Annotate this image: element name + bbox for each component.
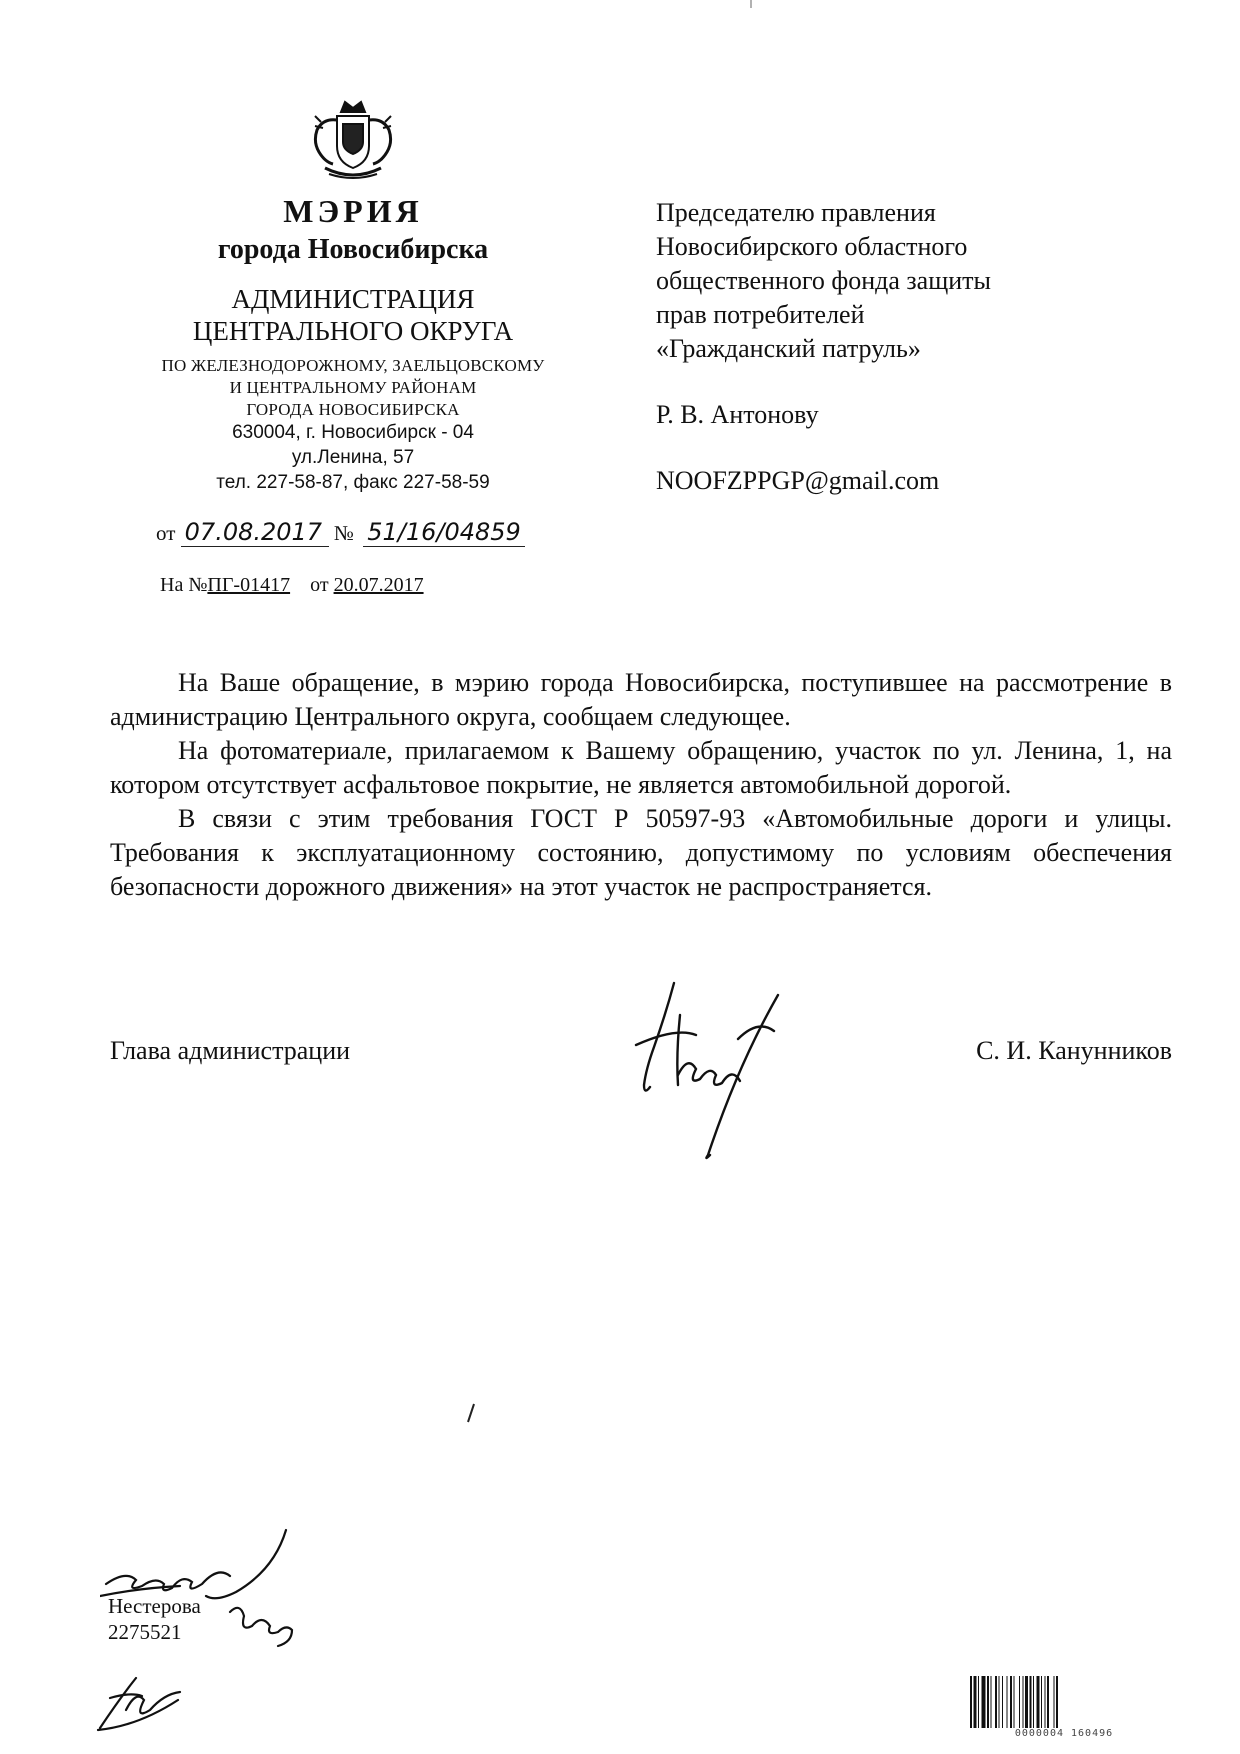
admin-subtitle-line3: ГОРОДА НОВОСИБИРСКА: [246, 400, 460, 419]
scan-mark: [748, 0, 754, 8]
addressee-line2: Новосибирского областного: [656, 232, 968, 261]
number-label: №: [333, 521, 354, 545]
addressee-name: Р. В. Антонову: [656, 400, 819, 429]
letter-body: [110, 666, 1172, 904]
signatory-role: Глава администрации: [110, 1036, 351, 1065]
scan-mark: [464, 1402, 478, 1424]
admin-subtitle-line2: И ЦЕНТРАЛЬНОМУ РАЙОНАМ: [229, 378, 477, 397]
in-reply-number: ПГ-01417: [207, 574, 291, 596]
body-paragraph: На Ваше обращение, в мэрию города Новосибирска, поступившее на рассмотрение в администрацию Центрального округа, сообщаем следующее.: [110, 668, 1172, 731]
org-city: города Новосибирска: [217, 234, 489, 265]
handwritten-signature: [618, 975, 788, 1163]
outgoing-reference: [156, 518, 525, 547]
outgoing-number: 51/16/04859: [363, 518, 525, 547]
admin-subtitle-line1: ПО ЖЕЛЕЗНОДОРОЖНОМУ, ЗАЕЛЬЦОВСКОМУ: [161, 356, 545, 375]
executor-phone: 2275521: [108, 1620, 182, 1644]
barcode: [968, 1676, 1160, 1730]
handwritten-initial: [96, 1670, 216, 1734]
address-line2: ул.Ленина, 57: [291, 447, 415, 468]
body-paragraph: В связи с этим требования ГОСТ Р 50597-93 «Автомобильные дороги и улицы. Требования к эксплуатационному состоянию, допустимому по условиям обеспечения безопасности дорожного движения» на этот участок не распространяется.: [110, 804, 1172, 901]
in-reply-label: На №: [160, 574, 208, 596]
in-reply-from-label: от: [310, 574, 329, 596]
body-paragraph: На фотоматериале, прилагаемом к Вашему обращению, участок по ул. Ленина, 1, на котором отсутствует асфальтовое покрытие, не является автомобильной дорогой.: [110, 736, 1172, 799]
in-reply-date: 20.07.2017: [333, 574, 424, 596]
org-title: МЭРИЯ: [283, 193, 423, 229]
signatory-name: С. И. Канунников: [976, 1036, 1172, 1065]
address-line1: 630004, г. Новосибирск - 04: [232, 422, 474, 443]
admin-title-line2: ЦЕНТРАЛЬНОГО ОКРУГА: [192, 316, 514, 346]
addressee-line1: Председателю правления: [656, 198, 936, 227]
addressee-line4: прав потребителей: [656, 300, 865, 329]
addressee-email: NOOFZPPGP@gmail.com: [656, 466, 940, 495]
novosibirsk-coat-of-arms-icon: [303, 98, 403, 186]
from-label: от: [156, 521, 176, 545]
in-reply-reference: [160, 574, 424, 597]
addressee-line5: «Гражданский патруль»: [656, 334, 921, 363]
outgoing-date: 07.08.2017: [181, 518, 329, 547]
addressee-line3: общественного фонда защиты: [656, 266, 991, 295]
barcode-digits: 0000004 160496: [1014, 1728, 1114, 1739]
phone-line: тел. 227-58-87, факс 227-58-59: [216, 472, 490, 493]
executor-name: Нестерова: [108, 1594, 201, 1618]
admin-title-line1: АДМИНИСТРАЦИЯ: [231, 284, 475, 314]
